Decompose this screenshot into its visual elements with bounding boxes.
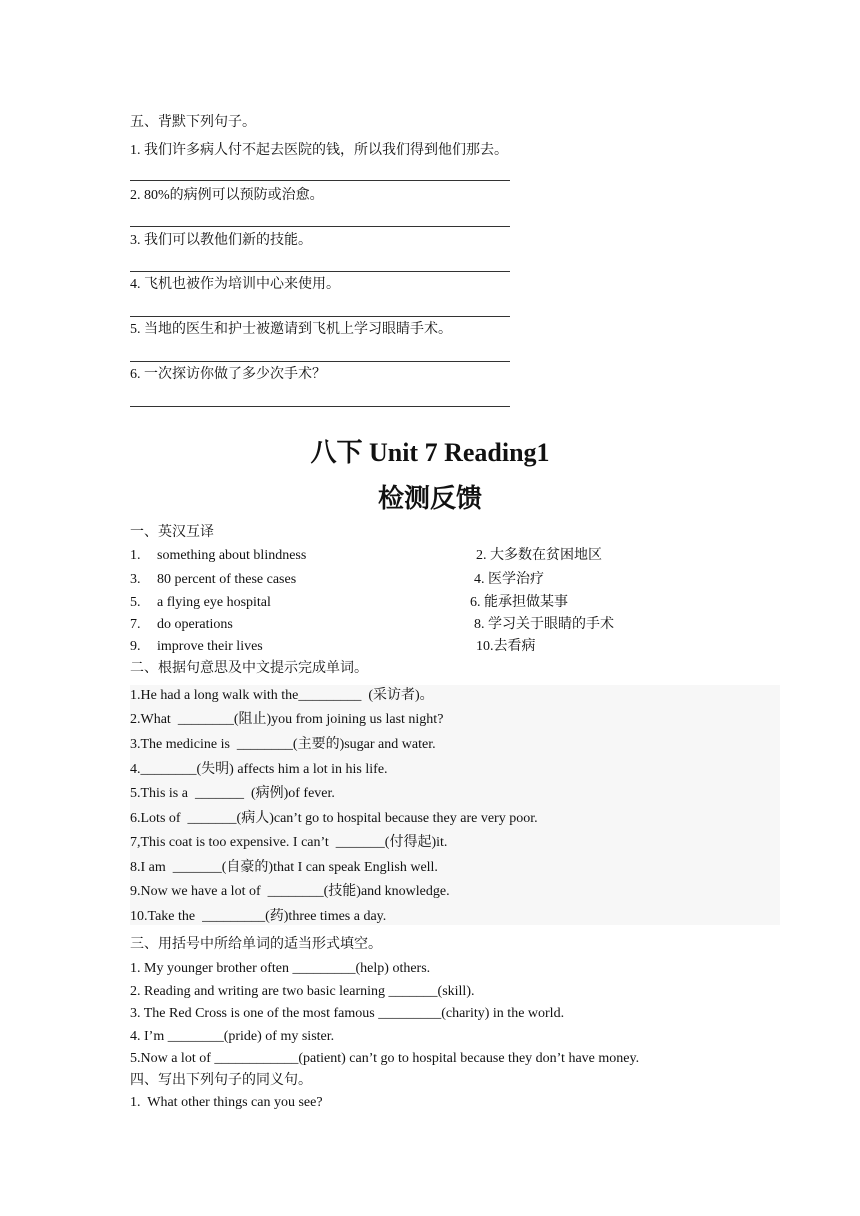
part4-item: 1. What other things can you see?	[130, 1095, 323, 1110]
chinese-phrase: 10.去看病	[476, 639, 536, 654]
english-phrase: do operations	[157, 617, 233, 632]
section5-heading: 五、背默下列句子。	[130, 115, 256, 130]
part3-heading: 三、用括号中所给单词的适当形式填空。	[130, 937, 382, 952]
section5-item: 1. 我们许多病人付不起去医院的钱，所以我们得到他们那去。	[130, 143, 508, 158]
part2-item: 1.He had a long walk with the_________ (采访者)。	[130, 688, 434, 703]
section5-item: 5. 当地的医生和护士被邀请到飞机上学习眼睛手术。	[130, 322, 452, 337]
part3-item: 2. Reading and writing are two basic learning _______(skill).	[130, 984, 475, 999]
answer-line	[130, 226, 510, 227]
english-phrase: 80 percent of these cases	[157, 572, 297, 587]
item-number: 9.	[130, 639, 141, 654]
section5-item: 2. 80%的病例可以预防或治愈。	[130, 188, 324, 203]
part2-item: 7,This coat is too expensive. I can’t _______(付得起)it.	[130, 835, 448, 850]
part2-item: 4.________(失明) affects him a lot in his life.	[130, 762, 388, 777]
part2-item: 2.What ________(阻止)you from joining us last night?	[130, 712, 444, 727]
english-phrase: a flying eye hospital	[157, 595, 271, 610]
part3-item: 1. My younger brother often _________(help) others.	[130, 961, 431, 976]
page-subtitle: 检测反馈	[377, 484, 482, 514]
part1-heading: 一、英汉互译	[130, 525, 214, 540]
part3-item: 4. I’m ________(pride) of my sister.	[130, 1029, 335, 1044]
part2-item: 9.Now we have a lot of ________(技能)and knowledge.	[130, 884, 450, 899]
english-phrase: something about blindness	[157, 548, 307, 563]
part2-item: 8.I am _______(自豪的)that I can speak English well.	[130, 860, 438, 875]
part3-item: 5.Now a lot of ____________(patient) can’t go to hospital because they don’t have money.	[130, 1051, 640, 1066]
chinese-phrase: 4. 医学治疗	[474, 572, 544, 587]
answer-line	[130, 361, 510, 362]
page-title: 八下 Unit 7 Reading1	[310, 438, 550, 467]
chinese-phrase: 8. 学习关于眼睛的手术	[474, 617, 614, 632]
section5-item: 4. 飞机也被作为培训中心来使用。	[130, 277, 340, 292]
part4-heading: 四、写出下列句子的同义句。	[130, 1073, 312, 1088]
chinese-phrase: 2. 大多数在贫困地区	[476, 548, 602, 563]
part2-item: 10.Take the _________(药)three times a day.	[130, 909, 387, 924]
item-number: 5.	[130, 595, 141, 610]
item-number: 3.	[130, 572, 141, 587]
part2-item: 5.This is a _______ (病例)of fever.	[130, 786, 335, 801]
section5-item: 6. 一次探访你做了多少次手术？	[130, 367, 326, 382]
english-phrase: improve their lives	[157, 639, 263, 654]
part2-item: 6.Lots of _______(病人)can’t go to hospital because they are very poor.	[130, 811, 538, 826]
chinese-phrase: 6. 能承担做某事	[470, 595, 568, 610]
item-number: 7.	[130, 617, 141, 632]
part3-item: 3. The Red Cross is one of the most famous _________(charity) in the world.	[130, 1006, 565, 1021]
section5-item: 3. 我们可以教他们新的技能。	[130, 233, 312, 248]
answer-line	[130, 406, 510, 407]
answer-line	[130, 180, 510, 181]
answer-line	[130, 316, 510, 317]
answer-line	[130, 271, 510, 272]
item-number: 1.	[130, 548, 141, 563]
part2-item: 3.The medicine is ________(主要的)sugar and water.	[130, 737, 436, 752]
part2-heading: 二、根据句意思及中文提示完成单词。	[130, 661, 368, 676]
